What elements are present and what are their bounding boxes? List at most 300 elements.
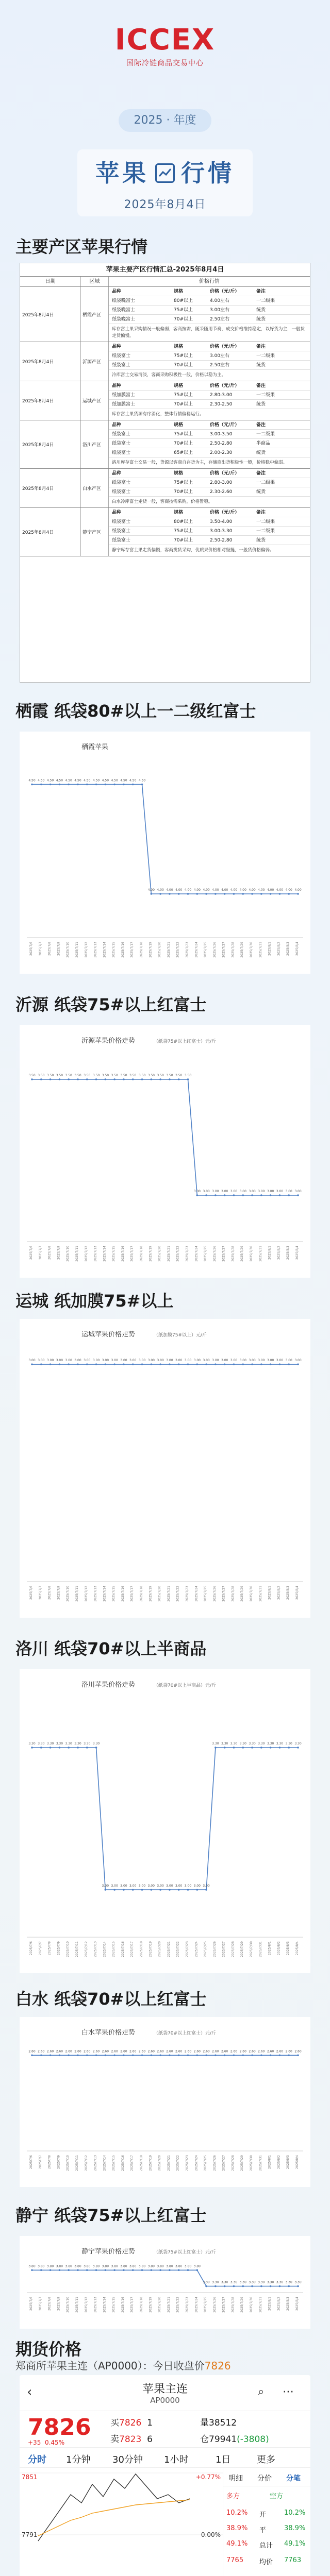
- data-label: 3.50: [166, 1074, 173, 1077]
- side-tab-tick[interactable]: 分笔: [286, 2475, 301, 2483]
- data-point: [251, 2054, 253, 2056]
- x-tick-label: 2025/7/13: [93, 942, 97, 958]
- data-point: [151, 1889, 153, 1891]
- detail-cell: 75#以上: [174, 353, 193, 359]
- x-tick-label: 2025/7/19: [148, 1941, 153, 1957]
- data-label: 3.50: [74, 1074, 81, 1077]
- detail-header-cell: 价格（元/斤）: [210, 471, 240, 476]
- detail-cell: 75#以上: [174, 432, 193, 437]
- side-stat-value: 平: [259, 2527, 267, 2534]
- chart-yuncheng: [20, 1319, 310, 1618]
- data-label: 3.00: [249, 1359, 256, 1363]
- detail-line: [109, 351, 310, 361]
- data-point: [196, 1889, 198, 1891]
- data-label: 3.50: [84, 1074, 91, 1077]
- data-label: 3.80: [120, 2264, 127, 2268]
- x-tick-label: 2025/7/10: [66, 1586, 70, 1602]
- data-label: 2.60: [74, 2049, 81, 2054]
- data-point: [68, 1078, 70, 1080]
- data-label: 3.50: [102, 1074, 109, 1077]
- x-tick-label: 2025/7/7: [38, 942, 42, 956]
- data-label: 3.80: [147, 2264, 155, 2268]
- data-point: [251, 1194, 253, 1196]
- x-tick-label: 2025/8/3: [286, 1586, 290, 1600]
- x-tick-label: 2025/7/23: [185, 1941, 189, 1957]
- data-point: [187, 2269, 189, 2271]
- detail-line: [109, 430, 310, 439]
- detail-cell: 半商品: [256, 441, 271, 446]
- data-point: [77, 2054, 79, 2056]
- data-label: 4.50: [102, 778, 109, 783]
- x-tick-label: 2025/7/16: [121, 942, 125, 958]
- chart-subtitle: （纸袋75#以上红富士）元/斤: [154, 1039, 217, 1044]
- chart-subtitle: （纸加膜75#以上）元/斤: [154, 1333, 207, 1338]
- x-tick-label: 2025/7/13: [93, 1246, 97, 1262]
- detail-cell: 纸加膜富士: [112, 402, 136, 407]
- chart-luochuan-svg: [20, 1669, 310, 1973]
- app-header: [20, 2375, 310, 2411]
- data-label: 2.60: [56, 2049, 63, 2054]
- detail-line: [109, 487, 310, 497]
- detail-cell: 统货: [256, 450, 266, 455]
- detail-cell: 75#以上: [174, 393, 193, 398]
- data-label: 3.30: [46, 1742, 54, 1745]
- volume-value: 38512: [209, 2418, 237, 2428]
- change-value: +35: [28, 2439, 41, 2446]
- data-label: 3.00: [203, 1190, 210, 1193]
- data-label: 2.60: [276, 2049, 284, 2054]
- detail-cell: 纸袋富士: [112, 519, 131, 524]
- back-icon[interactable]: ‹: [27, 2384, 32, 2400]
- data-point: [159, 1078, 161, 1080]
- data-point: [169, 1078, 171, 1080]
- x-tick-label: 2025/7/21: [167, 2297, 171, 2313]
- data-point: [95, 2054, 97, 2056]
- data-label: 3.30: [38, 1742, 45, 1745]
- chart-subtitle: （纸袋75#以上红富士）元/斤: [154, 2250, 217, 2255]
- detail-header-cell: 规格: [174, 344, 184, 349]
- data-point: [68, 2269, 70, 2271]
- data-label: 3.80: [56, 2264, 63, 2268]
- x-tick-label: 2025/7/20: [158, 1586, 162, 1602]
- data-label: 4.50: [65, 778, 72, 783]
- detail-header-cell: 品种: [112, 289, 122, 294]
- chart-title: 静宁苹果价格走势: [81, 2248, 136, 2256]
- x-tick-label: 2025/7/8: [47, 1246, 52, 1260]
- detail-line: [109, 527, 310, 536]
- detail-line: [109, 391, 310, 400]
- x-tick-label: 2025/7/29: [240, 1941, 244, 1957]
- x-tick-label: 2025/7/20: [158, 2297, 162, 2313]
- data-label: 3.80: [38, 2264, 45, 2268]
- data-label: 3.00: [285, 1359, 292, 1363]
- bid-price: 7826: [119, 2418, 142, 2428]
- detail-header-cell: 品种: [112, 422, 122, 428]
- detail-cell: 3.00-3.30: [210, 529, 233, 534]
- x-tick-label: 2025/7/13: [93, 1941, 97, 1957]
- x-tick-label: 2025/7/24: [194, 1941, 199, 1957]
- detail-cell: 75#以上: [174, 529, 193, 534]
- chart-qixia: [20, 732, 310, 974]
- x-tick-label: 2025/7/28: [231, 1941, 235, 1957]
- x-tick-label: 2025/7/22: [176, 2297, 180, 2313]
- data-label: 4.50: [138, 778, 146, 783]
- x-tick-label: 2025/7/6: [29, 942, 33, 956]
- data-point: [187, 1078, 189, 1080]
- data-point: [260, 1747, 262, 1749]
- tab-intraday[interactable]: 分时: [28, 2454, 46, 2465]
- data-point: [77, 784, 79, 786]
- data-point: [151, 1078, 153, 1080]
- data-point: [151, 893, 153, 895]
- report-date: 2025年8月4日: [124, 198, 206, 211]
- data-label: 4.00: [147, 888, 155, 892]
- x-tick-label: 2025/7/21: [167, 1941, 171, 1957]
- tab-1hour[interactable]: 1小时: [164, 2454, 189, 2465]
- data-label: 3.30: [203, 2280, 210, 2284]
- x-tick-label: 2025/7/30: [250, 2155, 254, 2171]
- detail-header: [109, 287, 310, 296]
- detail-header-cell: 品种: [112, 383, 122, 388]
- data-point: [77, 1747, 79, 1749]
- x-tick-label: 2025/7/19: [148, 2155, 153, 2171]
- x-tick-label: 2025/7/27: [222, 1246, 226, 1262]
- data-point: [31, 2054, 33, 2056]
- data-point: [86, 1747, 88, 1749]
- x-tick-label: 2025/8/4: [295, 1941, 299, 1955]
- data-label: 3.50: [129, 1074, 137, 1077]
- data-label: 3.50: [65, 1074, 72, 1077]
- data-label: 4.50: [74, 778, 81, 783]
- data-label: 3.50: [46, 1074, 54, 1077]
- detail-header-cell: 规格: [174, 510, 184, 515]
- data-label: 3.00: [28, 1359, 36, 1363]
- data-label: 3.80: [84, 2264, 91, 2268]
- data-point: [233, 893, 235, 895]
- detail-cell: 统货: [256, 489, 266, 495]
- x-tick-label: 2025/7/28: [231, 1246, 235, 1262]
- data-label: 3.50: [111, 1074, 118, 1077]
- data-label: 2.60: [102, 2049, 109, 2054]
- detail-line: [109, 400, 310, 409]
- x-tick-label: 2025/7/19: [148, 942, 153, 958]
- side-stat-value: 49.1%: [226, 2540, 248, 2548]
- data-label: 3.00: [193, 1190, 201, 1193]
- data-point: [270, 1363, 272, 1365]
- detail-cell: 2.50-2.80: [210, 441, 233, 446]
- data-label: 3.00: [46, 1359, 54, 1363]
- oi-value: 79941: [209, 2434, 237, 2445]
- data-point: [233, 1747, 235, 1749]
- futures-summary-label: 郑商所苹果主连（AP0000）：今日收盘价: [15, 2360, 205, 2372]
- data-label: 3.00: [157, 1359, 164, 1363]
- x-tick-label: 2025/7/22: [176, 942, 180, 958]
- data-label: 3.80: [102, 2264, 109, 2268]
- detail-header-cell: 价格（元/斤）: [210, 510, 240, 515]
- data-point: [270, 1747, 272, 1749]
- data-point: [68, 1363, 70, 1365]
- detail-cell: 统货: [256, 402, 266, 407]
- x-tick-label: 2025/7/26: [212, 2155, 217, 2171]
- data-point: [242, 1363, 244, 1365]
- data-label: 4.50: [46, 778, 54, 783]
- data-label: 4.00: [276, 888, 284, 892]
- data-label: 3.50: [56, 1074, 63, 1077]
- data-point: [159, 1889, 161, 1891]
- x-tick-label: 2025/7/22: [176, 1246, 180, 1262]
- data-label: 2.60: [230, 2049, 238, 2054]
- quote-app: [20, 2375, 310, 2576]
- x-tick-label: 2025/7/12: [84, 942, 88, 958]
- tab-1min[interactable]: 1分钟: [66, 2454, 91, 2465]
- x-tick-label: 2025/8/4: [295, 1586, 299, 1600]
- detail-header: [109, 420, 310, 430]
- x-tick-label: 2025/7/17: [130, 1941, 134, 1957]
- detail-cell: 2.30-2.60: [210, 489, 233, 495]
- average-line: [38, 2500, 190, 2536]
- data-label: 3.80: [184, 2264, 192, 2268]
- data-label: 4.50: [111, 778, 118, 783]
- data-label: 4.00: [157, 888, 164, 892]
- data-point: [31, 1078, 33, 1080]
- x-tick-label: 2025/7/25: [204, 1941, 208, 1957]
- data-label: 4.00: [294, 888, 302, 892]
- data-point: [77, 1363, 79, 1365]
- x-tick-label: 2025/8/3: [286, 2155, 290, 2169]
- data-point: [95, 1078, 97, 1080]
- data-point: [205, 1363, 207, 1365]
- x-tick-label: 2025/8/2: [277, 1246, 281, 1260]
- data-label: 3.00: [111, 1884, 118, 1888]
- data-label: 3.00: [193, 1359, 201, 1363]
- detail-cell: 统货: [256, 317, 266, 322]
- detail-header-cell: 备注: [256, 422, 266, 428]
- data-label: 3.30: [74, 1742, 81, 1745]
- data-point: [40, 784, 42, 786]
- data-point: [270, 2054, 272, 2056]
- tab-30min[interactable]: 30分钟: [112, 2454, 143, 2465]
- side-stat-value: 49.1%: [284, 2540, 306, 2548]
- market-note: 静宁库存富士果走货偏慢，客商挑货采购，优质果价格相对坚挺，一般货价格偏弱。: [112, 548, 274, 553]
- chart-yiyuan-svg: [20, 1025, 310, 1278]
- more-icon[interactable]: ⋯: [283, 2385, 294, 2398]
- x-tick-label: 2025/7/30: [250, 1246, 254, 1262]
- data-point: [151, 2269, 153, 2271]
- x-tick-label: 2025/7/15: [112, 1941, 116, 1957]
- chart-baishui-svg: [20, 2017, 310, 2187]
- x-tick-label: 2025/8/1: [268, 1246, 272, 1260]
- data-label: 4.00: [249, 888, 256, 892]
- x-tick-label: 2025/7/20: [158, 942, 162, 958]
- table-row: [20, 420, 310, 469]
- data-label: 3.00: [166, 1359, 173, 1363]
- chart-title: 运城苹果价格走势: [81, 1331, 136, 1338]
- data-label: 3.00: [38, 1359, 45, 1363]
- x-tick-label: 2025/7/6: [29, 1586, 33, 1600]
- chart-title: 栖霞苹果: [81, 743, 109, 751]
- x-tick-label: 2025/7/12: [84, 2297, 88, 2313]
- x-tick-label: 2025/7/15: [112, 1586, 116, 1602]
- x-tick-label: 2025/7/9: [57, 942, 61, 956]
- data-label: 3.80: [175, 2264, 183, 2268]
- data-label: 4.50: [84, 778, 91, 783]
- detail-cell: 75#以上: [174, 480, 193, 485]
- detail-cell: 纸袋富士: [112, 450, 131, 455]
- detail-cell: 75#以上: [174, 308, 193, 313]
- data-point: [214, 1194, 217, 1196]
- data-point: [260, 1194, 262, 1196]
- row-region: 洛川产区: [81, 420, 109, 468]
- data-label: 3.00: [166, 1884, 173, 1888]
- data-label: 3.00: [92, 1359, 100, 1363]
- data-point: [233, 1194, 235, 1196]
- x-tick-label: 2025/7/20: [158, 1246, 162, 1262]
- data-point: [178, 1363, 180, 1365]
- detail-cell: 3.00左右: [210, 308, 230, 313]
- side-stat-value: 38.9%: [226, 2524, 248, 2532]
- data-label: 2.60: [147, 2049, 155, 2054]
- data-label: 4.00: [193, 888, 201, 892]
- data-label: 3.50: [28, 1074, 36, 1077]
- x-tick-label: 2025/7/22: [176, 1586, 180, 1602]
- row-detail: [109, 469, 310, 507]
- x-tick-label: 2025/7/11: [75, 2155, 79, 2171]
- data-label: 3.00: [175, 1359, 183, 1363]
- data-point: [132, 1078, 134, 1080]
- x-tick-label: 2025/7/27: [222, 2155, 226, 2171]
- detail-cell: 80#以上: [174, 519, 193, 524]
- data-point: [50, 1747, 52, 1749]
- detail-header-cell: 品种: [112, 344, 122, 349]
- data-label: 3.30: [56, 1742, 63, 1745]
- x-tick-label: 2025/7/27: [222, 1941, 226, 1957]
- data-point: [214, 2054, 217, 2056]
- x-tick-label: 2025/8/2: [277, 942, 281, 956]
- x-tick-label: 2025/7/21: [167, 1586, 171, 1602]
- data-label: 3.30: [285, 1742, 292, 1745]
- section-luochuan: 洛川 纸袋70#以上半商品: [15, 1639, 207, 1658]
- detail-cell: 70#以上: [174, 489, 193, 495]
- page-title: [0, 155, 330, 189]
- x-tick-label: 2025/7/22: [176, 1941, 180, 1957]
- data-point: [40, 2269, 42, 2271]
- x-tick-label: 2025/7/16: [121, 2297, 125, 2313]
- data-label: 4.00: [258, 888, 265, 892]
- data-label: 4.50: [56, 778, 63, 783]
- x-tick-label: 2025/7/16: [121, 1941, 125, 1957]
- x-tick-label: 2025/7/31: [258, 942, 262, 958]
- data-point: [169, 2269, 171, 2271]
- data-point: [86, 1363, 88, 1365]
- oi-change: (-3808): [237, 2434, 269, 2445]
- x-tick-label: 2025/8/3: [286, 942, 290, 956]
- data-point: [260, 1363, 262, 1365]
- data-label: 2.60: [46, 2049, 54, 2054]
- detail-header: [109, 508, 310, 517]
- x-tick-label: 2025/7/23: [185, 2155, 189, 2171]
- data-point: [297, 1363, 299, 1365]
- data-label: 3.30: [258, 1742, 265, 1745]
- data-point: [196, 1363, 198, 1365]
- x-tick-label: 2025/7/17: [130, 2155, 134, 2171]
- x-tick-label: 2025/7/30: [250, 1941, 254, 1957]
- tab-more[interactable]: 更多: [257, 2454, 275, 2465]
- table-row: [20, 381, 310, 420]
- search-icon[interactable]: ⌕: [258, 2385, 265, 2398]
- side-tab-detail[interactable]: 明细: [228, 2475, 243, 2483]
- data-label: 3.50: [138, 1074, 146, 1077]
- x-tick-label: 2025/7/19: [148, 2297, 153, 2313]
- data-point: [151, 2054, 153, 2056]
- detail-header-cell: 价格（元/斤）: [210, 289, 240, 294]
- data-label: 2.60: [175, 2049, 183, 2054]
- data-label: 4.50: [92, 778, 100, 783]
- x-tick-label: 2025/7/7: [38, 1586, 42, 1600]
- data-label: 3.00: [285, 1190, 292, 1193]
- detail-header-cell: 备注: [256, 510, 266, 515]
- detail-header: [109, 381, 310, 391]
- x-tick-label: 2025/7/24: [194, 1246, 199, 1262]
- data-point: [31, 1363, 33, 1365]
- x-tick-label: 2025/7/23: [185, 1586, 189, 1602]
- data-label: 3.30: [258, 2280, 265, 2284]
- x-tick-label: 2025/8/4: [295, 2155, 299, 2169]
- x-tick-label: 2025/7/18: [139, 1586, 143, 1602]
- data-point: [169, 893, 171, 895]
- data-label: 3.00: [120, 1884, 127, 1888]
- detail-header-cell: 规格: [174, 289, 184, 294]
- data-label: 3.80: [46, 2264, 54, 2268]
- data-point: [260, 2054, 262, 2056]
- tab-1day[interactable]: 1日: [216, 2454, 231, 2465]
- data-point: [279, 1363, 281, 1365]
- side-tab-price[interactable]: 分价: [257, 2475, 272, 2483]
- x-tick-label: 2025/7/12: [84, 1246, 88, 1262]
- detail-line: [109, 536, 310, 545]
- data-label: 3.30: [285, 2280, 292, 2284]
- x-tick-label: 2025/7/11: [75, 1941, 79, 1957]
- detail-line: [109, 439, 310, 448]
- detail-cell: 纸加膜富士: [112, 393, 136, 398]
- data-point: [196, 1194, 198, 1196]
- x-tick-label: 2025/7/8: [47, 2297, 52, 2311]
- x-tick-label: 2025/7/27: [222, 1586, 226, 1602]
- x-tick-label: 2025/7/12: [84, 2155, 88, 2171]
- data-point: [279, 2285, 281, 2287]
- data-label: 3.00: [221, 1359, 228, 1363]
- x-tick-label: 2025/7/7: [38, 1246, 42, 1260]
- data-point: [270, 2285, 272, 2287]
- data-label: 4.00: [166, 888, 173, 892]
- data-label: 4.00: [239, 888, 246, 892]
- data-label: 2.60: [111, 2049, 118, 2054]
- x-tick-label: 2025/7/18: [139, 2297, 143, 2313]
- data-label: 2.60: [184, 2049, 192, 2054]
- x-tick-label: 2025/7/14: [103, 1586, 107, 1602]
- data-label: 3.50: [184, 1074, 192, 1077]
- data-point: [95, 784, 97, 786]
- data-point: [169, 1363, 171, 1365]
- data-point: [288, 1194, 290, 1196]
- data-point: [242, 1747, 244, 1749]
- data-point: [242, 2285, 244, 2287]
- x-tick-label: 2025/7/20: [158, 2155, 162, 2171]
- intraday-chart[interactable]: [20, 2468, 223, 2576]
- table-header: [20, 277, 310, 287]
- data-label: 3.00: [276, 1359, 284, 1363]
- data-label: 3.30: [294, 2280, 302, 2284]
- x-tick-label: 2025/7/10: [66, 2297, 70, 2313]
